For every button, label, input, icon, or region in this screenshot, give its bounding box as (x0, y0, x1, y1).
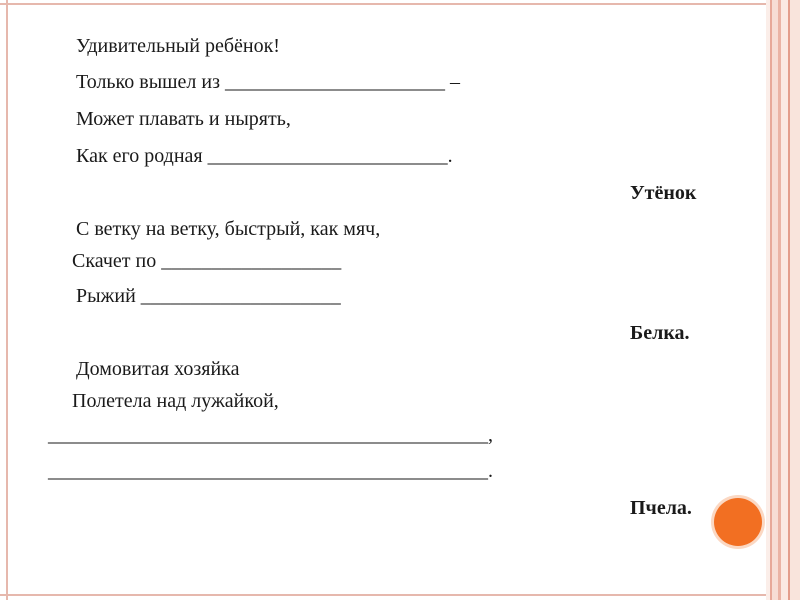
decorative-stripes (766, 0, 800, 600)
poem2-answer: Белка. (630, 322, 690, 344)
poem1-answer: Утёнок (630, 182, 697, 204)
frame-top-line (0, 3, 800, 5)
poem2-line1: С ветку на ветку, быстрый, как мяч, (76, 218, 381, 240)
frame-bottom-line (0, 594, 800, 596)
poem3-answer: Пчела. (630, 497, 692, 519)
orange-circle-decoration (714, 498, 762, 546)
poem3-line3: ____________________________________________, (48, 424, 493, 446)
poem3-line4: ____________________________________________. (48, 460, 493, 482)
poem1-line4: Как его родная ________________________. (76, 145, 453, 167)
poem1-line3: Может плавать и нырять, (76, 108, 291, 130)
poem2-line3: Рыжий ____________________ (76, 285, 341, 307)
poem3-line2: Полетела над лужайкой, (72, 390, 279, 412)
frame-left-line (6, 0, 8, 600)
poem3-line1: Домовитая хозяйка (76, 358, 240, 380)
poem1-line1: Удивительный ребёнок! (76, 35, 280, 57)
poem2-line2: Скачет по __________________ (72, 250, 342, 272)
poem1-line2: Только вышел из ______________________ – (76, 71, 460, 93)
